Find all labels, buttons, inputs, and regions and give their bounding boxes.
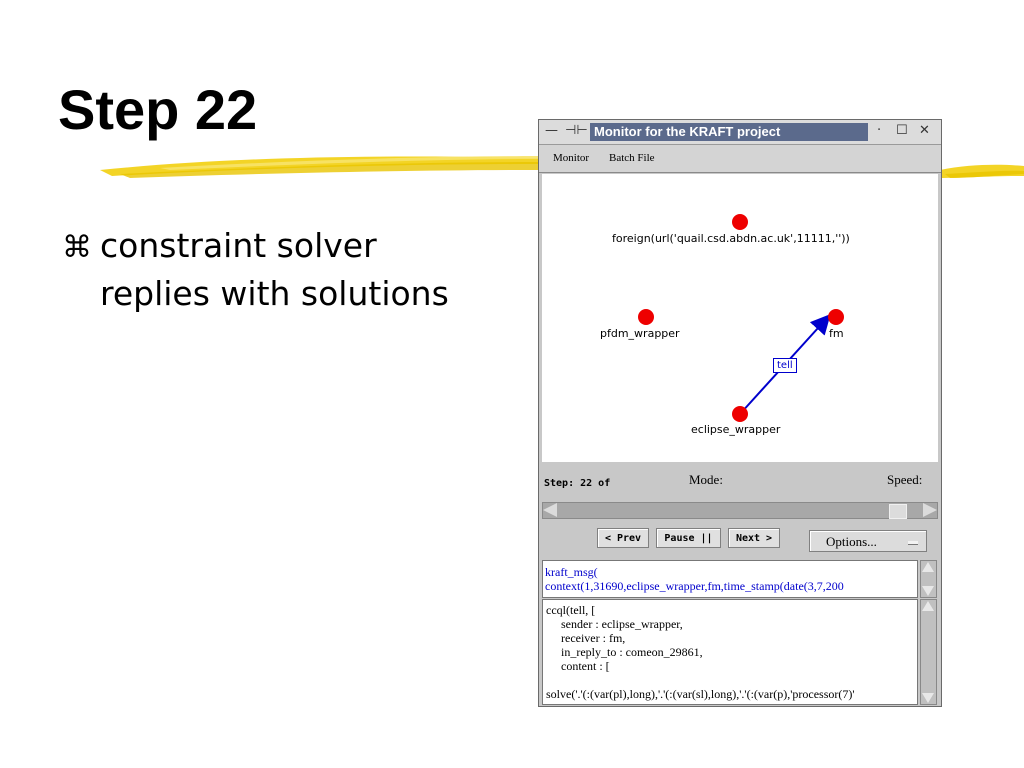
content-line: in_reply_to : comeon_29861, — [561, 645, 703, 659]
message-line: context(1,31690,eclipse_wrapper,fm,time_stamp(date(3,7,200 — [545, 579, 844, 593]
command-bullet-icon: ⌘ — [62, 230, 92, 265]
scroll-left-arrow-icon[interactable] — [543, 503, 557, 517]
edge-label-tell[interactable]: tell — [773, 358, 797, 373]
menubar — [539, 145, 941, 173]
message-panel-scrollbar[interactable] — [920, 560, 937, 598]
node-label-foreign: foreign(url('quail.csd.abdn.ac.uk',11111,'')) — [612, 232, 850, 245]
kraft-monitor-window — [538, 119, 942, 707]
bullet-point — [62, 222, 502, 318]
step-scrollbar[interactable] — [542, 502, 938, 519]
maximize-icon[interactable]: ☐ — [896, 123, 908, 138]
window-titlebar[interactable] — [539, 120, 941, 145]
scroll-up-arrow-icon[interactable] — [922, 562, 934, 572]
next-button[interactable]: Next > — [728, 528, 780, 548]
menu-batch-file[interactable]: Batch File — [609, 152, 655, 164]
scroll-right-arrow-icon[interactable] — [923, 503, 937, 517]
scroll-down-arrow-icon[interactable] — [922, 586, 934, 596]
speed-label: Speed: — [887, 472, 923, 487]
iconify-icon[interactable]: · — [877, 123, 882, 138]
node-label-fm: fm — [829, 327, 844, 340]
menu-monitor[interactable]: Monitor — [553, 152, 590, 164]
message-line: kraft_msg( — [545, 565, 598, 579]
scroll-down-arrow-icon[interactable] — [922, 693, 934, 703]
pause-button[interactable]: Pause || — [656, 528, 721, 548]
prev-button[interactable]: < Prev — [597, 528, 649, 548]
window-menu-icon[interactable]: — — [545, 123, 558, 138]
node-fm[interactable] — [828, 309, 844, 325]
agent-graph-canvas[interactable] — [542, 174, 938, 462]
node-label-eclipse-wrapper: eclipse_wrapper — [691, 423, 781, 436]
bullet-text-line1: constraint solver — [100, 226, 377, 265]
node-eclipse-wrapper[interactable] — [732, 406, 748, 422]
content-line: sender : eclipse_wrapper, — [561, 617, 683, 631]
close-icon[interactable]: ✕ — [919, 123, 930, 138]
content-line: ccql(tell, [ — [546, 603, 596, 617]
content-panel[interactable] — [542, 599, 918, 705]
mode-label: Mode: — [689, 472, 723, 487]
options-dropdown[interactable] — [809, 530, 927, 552]
step-counter: Step: 22 of — [544, 478, 611, 489]
node-foreign[interactable] — [732, 214, 748, 230]
message-panel[interactable] — [542, 560, 918, 598]
node-label-pfdm-wrapper: pfdm_wrapper — [600, 327, 680, 340]
status-row — [539, 464, 941, 500]
node-pfdm-wrapper[interactable] — [638, 309, 654, 325]
bullet-text-line2: replies with solutions — [100, 273, 449, 313]
dropdown-indicator-icon — [908, 541, 918, 545]
options-label: Options... — [826, 534, 877, 549]
content-line: receiver : fm, — [561, 631, 626, 645]
window-title: Monitor for the KRAFT project — [590, 123, 868, 141]
content-line: content : [ — [561, 659, 610, 673]
slide-title: Step 22 — [58, 78, 258, 141]
scroll-up-arrow-icon[interactable] — [922, 601, 934, 611]
content-panel-scrollbar[interactable] — [920, 599, 937, 705]
content-line-blank — [543, 673, 917, 687]
scroll-thumb[interactable] — [889, 504, 907, 519]
pin-icon[interactable]: ⊣⊢ — [565, 123, 588, 138]
content-line: solve('.'(:(var(pl),long),'.'(:(var(sl),long),'.'(:(var(p),'processor(7)' — [546, 687, 855, 701]
